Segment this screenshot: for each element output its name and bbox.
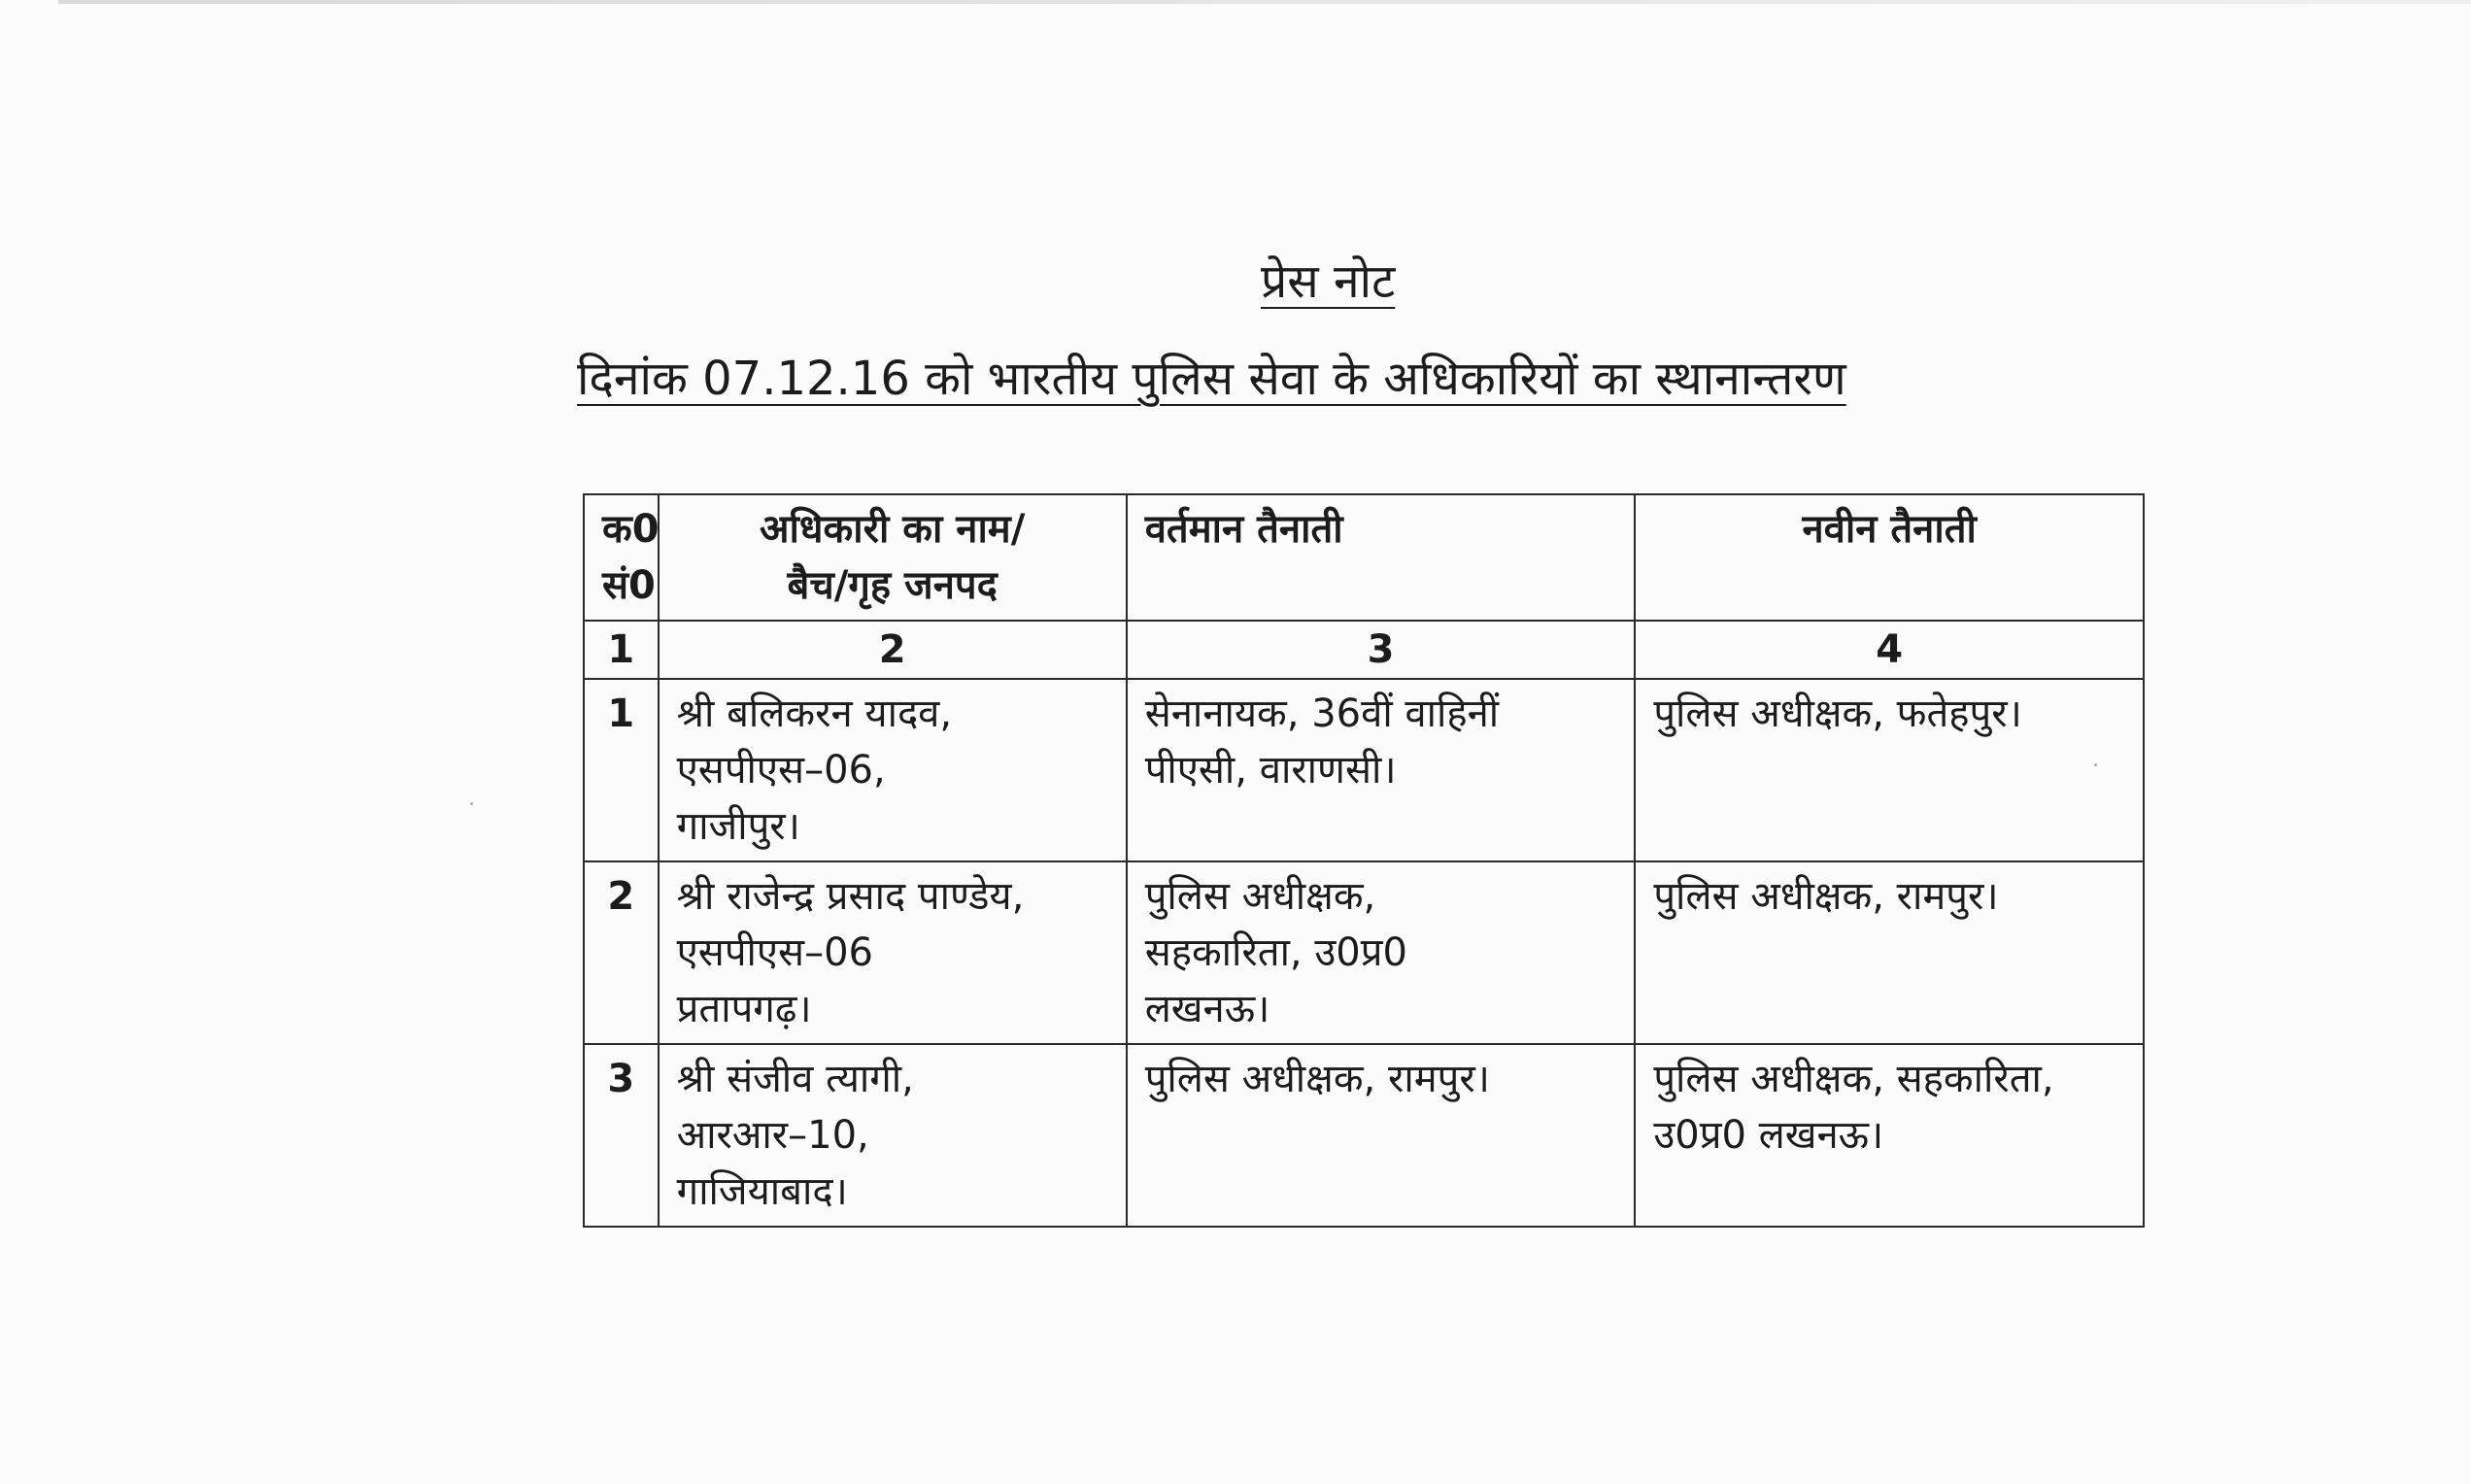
column-number: 2 — [659, 621, 1127, 679]
header-serial-line: सं0 — [602, 563, 656, 608]
header-serial-line: क0 — [602, 507, 660, 552]
serial-number: 2 — [584, 861, 659, 1044]
scan-speck — [470, 802, 473, 805]
officer-line: एसपीएस–06 — [676, 930, 873, 975]
new-posting-line: पुलिस अधीक्षक, सहकारिता, — [1653, 1057, 2054, 1101]
new-posting-cell — [1635, 1044, 2144, 1227]
header-officer — [659, 494, 1127, 621]
press-note-title: प्रेस नोट — [1261, 254, 1396, 309]
serial-number: 1 — [584, 679, 659, 861]
header-serial — [584, 494, 659, 621]
officer-cell — [659, 1044, 1127, 1227]
header-row — [584, 494, 2144, 621]
officer-line: आरआर–10, — [676, 1113, 869, 1158]
current-posting-line: पीएसी, वाराणसी। — [1144, 748, 1397, 793]
serial-number: 3 — [584, 1044, 659, 1227]
current-posting-line: सेनानायक, 36वीं वाहिनीं — [1144, 691, 1500, 736]
new-posting-line: उ0प्र0 लखनऊ। — [1653, 1113, 1884, 1158]
column-number: 4 — [1635, 621, 2144, 679]
officer-line: श्री राजेन्द्र प्रसाद पाण्डेय, — [676, 874, 1025, 919]
column-number-row — [584, 621, 2144, 679]
table-row — [584, 679, 2144, 861]
table-row — [584, 1044, 2144, 1227]
current-posting-line: लखनऊ। — [1144, 987, 1270, 1031]
table-row — [584, 861, 2144, 1044]
header-officer-line: बैच/गृह जनपद — [787, 563, 998, 608]
current-posting-line: सहकारिता, उ0प्र0 — [1144, 930, 1407, 975]
officer-line: श्री बलिकरन यादव, — [676, 691, 953, 736]
header-current-posting: वर्तमान तैनाती — [1127, 494, 1636, 621]
new-posting-line: पुलिस अधीक्षक, रामपुर। — [1653, 874, 1999, 919]
scan-edge — [58, 0, 2471, 4]
column-number: 3 — [1127, 621, 1636, 679]
officer-line: एसपीएस–06, — [676, 748, 886, 793]
officer-line: गाजियाबाद। — [676, 1169, 848, 1214]
transfer-table — [583, 493, 2145, 1228]
new-posting-line: पुलिस अधीक्षक, फतेहपुर। — [1653, 691, 2022, 736]
current-posting-cell — [1127, 861, 1636, 1044]
press-note-subtitle: दिनांक 07.12.16 को भारतीय पुलिस सेवा के अधिकारियों का स्थानान्तरण — [577, 352, 1846, 406]
header-officer-line: अधिकारी का नाम/ — [760, 507, 1026, 552]
current-posting-cell — [1127, 1044, 1636, 1227]
current-posting-line: पुलिस अधीक्षक, — [1144, 874, 1376, 919]
header-new-posting: नवीन तैनाती — [1635, 494, 2144, 621]
officer-cell — [659, 679, 1127, 861]
new-posting-cell — [1635, 861, 2144, 1044]
officer-line: श्री संजीव त्यागी, — [676, 1057, 914, 1101]
officer-cell — [659, 861, 1127, 1044]
current-posting-line: पुलिस अधीक्षक, रामपुर। — [1144, 1057, 1490, 1101]
officer-line: गाजीपुर। — [676, 804, 800, 849]
column-number: 1 — [584, 621, 659, 679]
new-posting-cell — [1635, 679, 2144, 861]
current-posting-cell — [1127, 679, 1636, 861]
officer-line: प्रतापगढ़। — [676, 987, 812, 1031]
